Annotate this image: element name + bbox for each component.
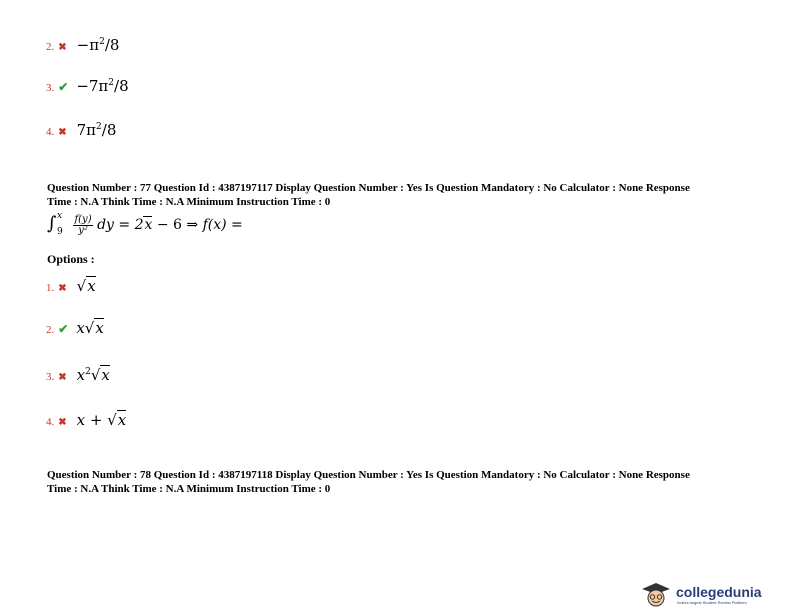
header-line-1: Question Number : 78 Question Id : 4387197118 Display Question Number : Yes Is Question Mandatory : No Calculator : None Response — [47, 469, 690, 481]
option-text: x + √x — [76, 411, 127, 429]
prev-option-3 — [46, 77, 129, 96]
option-text: √x — [76, 277, 96, 295]
header-line-2: Time : N.A Think Time : N.A Minimum Instruction Time : 0 — [47, 196, 331, 208]
option-text: x√x — [76, 319, 104, 337]
cross-icon: ✖ — [58, 417, 67, 428]
option-text: $-\pi^2/8$ — [76, 36, 120, 54]
question-77-header — [47, 181, 767, 209]
logo-tagline: India's largest Student Review Platform — [677, 600, 747, 605]
prev-option-4 — [46, 121, 116, 140]
header-line-1: Question Number : 77 Question Id : 4387197117 Display Question Number : Yes Is Question Mandatory : No Calculator : None Response — [47, 182, 690, 194]
option-number: 1. — [46, 282, 55, 294]
integral: ∫ x 9 — [47, 211, 63, 237]
header-line-2: Time : N.A Think Time : N.A Minimum Instruction Time : 0 — [47, 483, 331, 495]
q77-option-1 — [46, 277, 96, 296]
q77-option-3 — [46, 366, 110, 385]
option-text: $x^2√x$ — [76, 366, 110, 384]
logo-name: collegedunia — [676, 584, 762, 600]
q77-option-2 — [46, 319, 104, 338]
option-number: 3. — [46, 371, 55, 383]
collegedunia-logo — [640, 582, 786, 608]
option-number: 3. — [46, 82, 55, 94]
option-number: 2. — [46, 41, 55, 53]
q77-option-4 — [46, 411, 126, 430]
check-icon: ✔ — [58, 322, 69, 336]
fraction: $\frac{f(y)}{\text{y²}}$ — [74, 213, 92, 236]
option-text: $7\pi^2/8$ — [76, 121, 117, 139]
cross-icon: ✖ — [58, 127, 67, 138]
option-number: 2. — [46, 324, 55, 336]
option-text: $-7\pi^2/8$ — [76, 77, 129, 95]
cross-icon: ✖ — [58, 42, 67, 53]
options-label: Options : — [47, 252, 95, 266]
check-icon: ✔ — [58, 80, 69, 94]
option-number: 4. — [46, 416, 55, 428]
mascot-icon — [640, 582, 672, 608]
question-77-equation: ∫ x 9 $\frac{f(y)}{\text{y²}}$ dy = 2x − 6 ⇒ f(x) = — [47, 211, 243, 237]
question-78-header — [47, 468, 767, 496]
cross-icon: ✖ — [58, 283, 67, 294]
cross-icon: ✖ — [58, 372, 67, 383]
prev-option-2 — [46, 36, 119, 55]
option-number: 4. — [46, 126, 55, 138]
